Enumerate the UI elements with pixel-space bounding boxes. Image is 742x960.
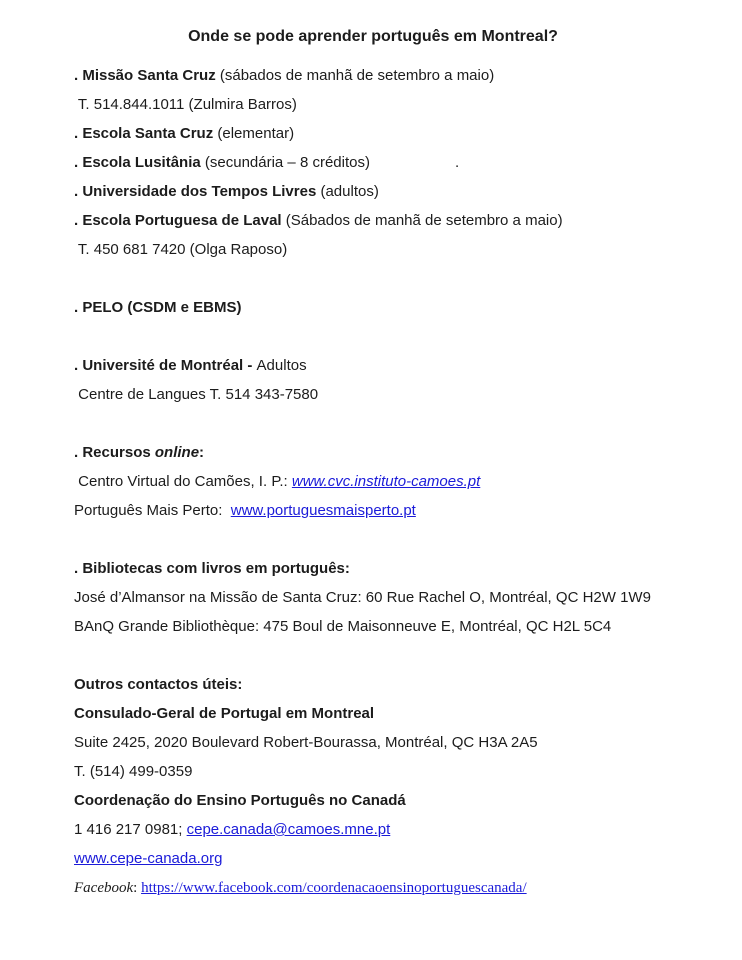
text-segment: . Missão Santa Cruz	[74, 67, 220, 84]
document-line	[74, 583, 672, 612]
document-line	[74, 699, 672, 728]
document-line	[74, 206, 672, 235]
document-line	[74, 293, 672, 322]
text-segment: (Sábados de manhã de setembro a maio)	[285, 212, 563, 229]
document-line	[74, 235, 672, 264]
text-segment: :	[199, 444, 205, 461]
blank-line	[74, 525, 672, 554]
document-line	[74, 815, 672, 844]
facebook-page-link[interactable]: https://www.facebook.com/coordenacaoensinoportuguescanada/	[141, 880, 527, 896]
text-segment: . Escola Santa Cruz	[74, 125, 218, 142]
text-segment: T. 514.844.1011 (Zulmira Barros)	[74, 96, 297, 113]
text-segment: . Escola Lusitânia	[74, 154, 205, 171]
document-line	[74, 873, 672, 902]
text-segment: Suite 2425, 2020 Boulevard Robert-Bourassa, Montréal, QC H3A 2A5	[74, 734, 538, 751]
document-line	[74, 496, 672, 525]
text-segment: . Université de Montréal -	[74, 357, 257, 374]
text-segment: José d’Almansor na Missão de Santa Cruz: 60 Rue Rachel O, Montréal, QC H2W 1W9	[74, 589, 651, 606]
text-segment: Centro Virtual do Camões, I. P.:	[74, 473, 292, 490]
document-line	[74, 90, 672, 119]
cepe-canada-website-link[interactable]: www.cepe-canada.org	[74, 850, 223, 867]
document-line	[74, 467, 672, 496]
text-segment: (adultos)	[320, 183, 379, 200]
document-line	[74, 351, 672, 380]
text-segment: . Universidade dos Tempos Livres	[74, 183, 321, 200]
document-line	[74, 148, 672, 177]
text-segment: T. (514) 499-0359	[74, 763, 193, 780]
text-segment: (sábados de manhã de setembro a maio)	[219, 67, 495, 84]
text-segment: 1 416 217 0981;	[74, 821, 187, 838]
document-line	[74, 757, 672, 786]
text-segment: Coordenação do Ensino Português no Canadá	[74, 792, 406, 809]
text-segment: online	[154, 444, 200, 461]
document-line	[74, 61, 672, 90]
text-segment: (elementar)	[217, 125, 295, 142]
document-line	[74, 612, 672, 641]
document-line	[74, 728, 672, 757]
document-line	[74, 438, 672, 467]
text-segment: . Bibliotecas com livros em português:	[74, 560, 350, 577]
portugues-mais-perto-link[interactable]: www.portuguesmaisperto.pt	[230, 502, 416, 519]
text-segment: Facebook	[74, 880, 134, 896]
text-segment: . Recursos	[74, 444, 155, 461]
document-line	[74, 786, 672, 815]
document-line	[74, 844, 672, 873]
text-segment: Adultos	[256, 357, 307, 374]
cepe-canada-email-link[interactable]: cepe.canada@camoes.mne.pt	[186, 821, 391, 838]
text-segment: (secundária – 8 créditos)	[204, 154, 370, 171]
document-line	[74, 380, 672, 409]
page-title: Onde se pode aprender português em Montreal?	[188, 28, 558, 45]
text-segment: Português Mais Perto:	[74, 502, 231, 519]
blank-line	[74, 264, 672, 293]
text-segment: . PELO (CSDM e EBMS)	[74, 299, 242, 316]
document-line	[74, 177, 672, 206]
text-segment: Centre de Langues T. 514 343-7580	[74, 386, 319, 403]
blank-line	[74, 641, 672, 670]
cvc-instituto-camoes-link[interactable]: www.cvc.instituto-camoes.pt	[291, 473, 481, 490]
text-segment: :	[133, 880, 142, 896]
text-segment: . Escola Portuguesa de Laval	[74, 212, 286, 229]
document-line	[74, 119, 672, 148]
text-segment: .	[454, 154, 460, 171]
blank-line	[74, 409, 672, 438]
document-line	[74, 554, 672, 583]
text-segment: T. 450 681 7420 (Olga Raposo)	[74, 241, 288, 258]
text-segment: Outros contactos úteis:	[74, 676, 243, 693]
document-body	[74, 61, 672, 902]
document-line	[74, 670, 672, 699]
blank-line	[74, 322, 672, 351]
text-segment: Consulado-Geral de Portugal em Montreal	[74, 705, 375, 722]
text-segment: BAnQ Grande Bibliothèque: 475 Boul de Maisonneuve E, Montréal, QC H2L 5C4	[74, 618, 612, 635]
